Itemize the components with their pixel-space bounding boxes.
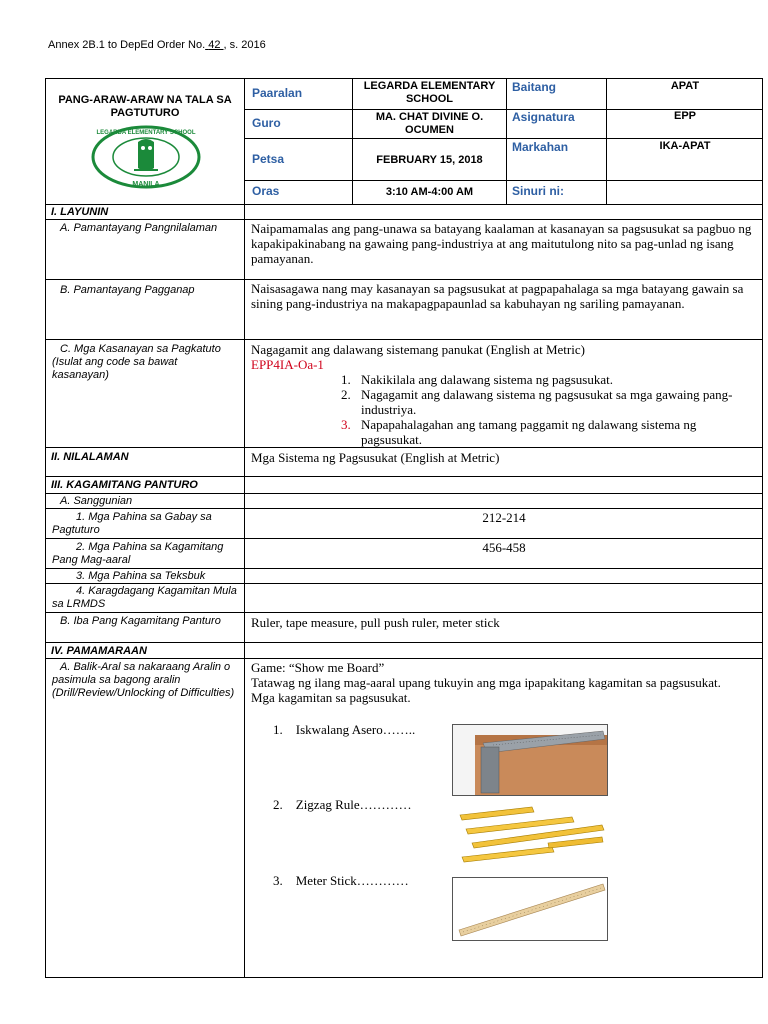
label-guro: Guro — [252, 116, 281, 130]
tool-item: 2. Zigzag Rule………… — [273, 797, 412, 812]
text-balik-aral — [251, 660, 759, 705]
zigzag-rule-image — [452, 803, 608, 867]
section-layunin: I. LAYUNIN — [51, 206, 109, 218]
label-sinuri: Sinuri ni: — [512, 184, 564, 198]
divider — [244, 180, 763, 181]
text-nilalaman: Mga Sistema ng Pagsusukat (English at Metric) — [251, 450, 500, 465]
label-paaralan: Paaralan — [252, 86, 303, 100]
svg-text:LEGARDA ELEMENTARY SCHOOL: LEGARDA ELEMENTARY SCHOOL — [96, 130, 196, 136]
label-kagamitang-mag-aaral: 2. Mga Pahina sa Kagamitang Pang Mag-aaral — [52, 541, 224, 566]
kasanayan-list: 1. Nakikilala ang dalawang sistema ng pagsusukat. 2. Nagagamit ang dalawang sistema ng pagsusukat sa mga gawaing pang-industriya. 3. Napapahalagahan ang tamang paggamit ng dalawang sistema ng pagsusukat. — [341, 372, 733, 447]
label-sanggunian: A. Sanggunian — [60, 495, 133, 507]
label-gabay: 1. Mga Pahina sa Gabay sa Pagtuturo — [52, 511, 212, 536]
label-kasanayan: C. Mga Kasanayan sa Pagkatuto (Isulat ang code sa bawat kasanayan) — [52, 343, 221, 381]
game-instruction: Tatawag ng ilang mag-aaral upang tukuyin ang mga ipapakitang kagamitan sa pagsusukat. — [251, 675, 721, 690]
label-pamantayang-pagganap: B. Pamantayang Pagganap — [60, 284, 195, 296]
text-kasanayan — [251, 342, 759, 447]
section-nilalaman: II. NILALAMAN — [51, 451, 129, 463]
game-title: Game: “Show me Board” — [251, 660, 385, 675]
annex-prefix: Annex 2B.1 to DepEd Order No. — [48, 39, 206, 51]
annex-number: 42 — [208, 39, 221, 51]
label-asignatura: Asignatura — [512, 110, 575, 124]
tool-item: 3. Meter Stick………… — [273, 873, 409, 888]
value-guro: MA. CHAT DIVINE O. OCUMEN — [375, 111, 484, 136]
section-kagamitan: III. KAGAMITANG PANTURO — [51, 479, 198, 491]
value-markahan: IKA-APAT — [659, 140, 711, 152]
label-baitang: Baitang — [512, 80, 557, 94]
text-pamantayang-pagganap: Naisasagawa nang may kasanayan sa pagsusukat at pagpapahalaga sa mga batayang gawain sa sining pang-industriya na makapagpapaunlad sa kabuhayan ng sariling pamayanan. — [251, 281, 744, 311]
page-title: PANG-ARAW-ARAW NA TALA SA PAGTUTURO — [58, 94, 232, 119]
value-asignatura: EPP — [673, 110, 696, 122]
value-petsa: FEBRUARY 15, 2018 — [376, 154, 483, 166]
divider — [244, 138, 763, 139]
steel-square-image — [452, 724, 608, 796]
kasanayan-intro: Nagagamit ang dalawang sistemang panukat (English at Metric) — [251, 342, 585, 357]
column-divider — [244, 204, 245, 978]
tool-item: 1. Iskwalang Asero…….. — [273, 722, 416, 737]
kasanayan-code: EPP4IA-Oa-1 — [251, 357, 324, 372]
meter-stick-image — [452, 877, 608, 941]
label-lrmds: 4. Karagdagang Kagamitan Mula sa LRMDS — [52, 585, 237, 610]
value-baitang: APAT — [670, 80, 700, 92]
text-pamantayang-pangnilalaman: Naipamamalas ang pang-unawa sa batayang kaalaman at kasanayan sa pagsusukat sa pagbuo ng kapakipakinabang na gawaing pang-industriya at ang maitutulong nito sa pag-unlad ng isang pamayanan. — [251, 221, 752, 266]
label-balik-aral: A. Balik-Aral sa nakaraang Aralin o pasimula sa bagong aralin (Drill/Review/Unlocking of Difficulties) — [52, 661, 235, 699]
label-petsa: Petsa — [252, 152, 285, 166]
label-pamantayang-pangnilalaman: A. Pamantayang Pangnilalaman — [60, 222, 218, 234]
value-iba-pang-kagamitan: Ruler, tape measure, pull push ruler, meter stick — [251, 615, 500, 630]
label-teksbuk: 3. Mga Pahina sa Teksbuk — [76, 570, 206, 582]
annex-suffix: , s. 2016 — [223, 39, 266, 51]
value-kagamitang-mag-aaral: 456-458 — [482, 540, 526, 555]
divider — [45, 204, 763, 205]
value-paaralan: LEGARDA ELEMENTARY SCHOOL — [363, 80, 496, 105]
tools-list-title: Mga kagamitan sa pagsusukat. — [251, 690, 411, 705]
svg-text:MANILA: MANILA — [132, 181, 160, 188]
annex-line — [48, 39, 266, 51]
label-oras: Oras — [252, 184, 280, 198]
value-gabay: 212-214 — [482, 510, 526, 525]
value-oras: 3:10 AM-4:00 AM — [385, 186, 474, 198]
label-iba-pang-kagamitan: B. Iba Pang Kagamitang Panturo — [60, 615, 221, 627]
section-pamamaraan: IV. PAMAMARAAN — [51, 645, 147, 657]
label-markahan: Markahan — [512, 140, 569, 154]
school-logo — [90, 124, 202, 190]
